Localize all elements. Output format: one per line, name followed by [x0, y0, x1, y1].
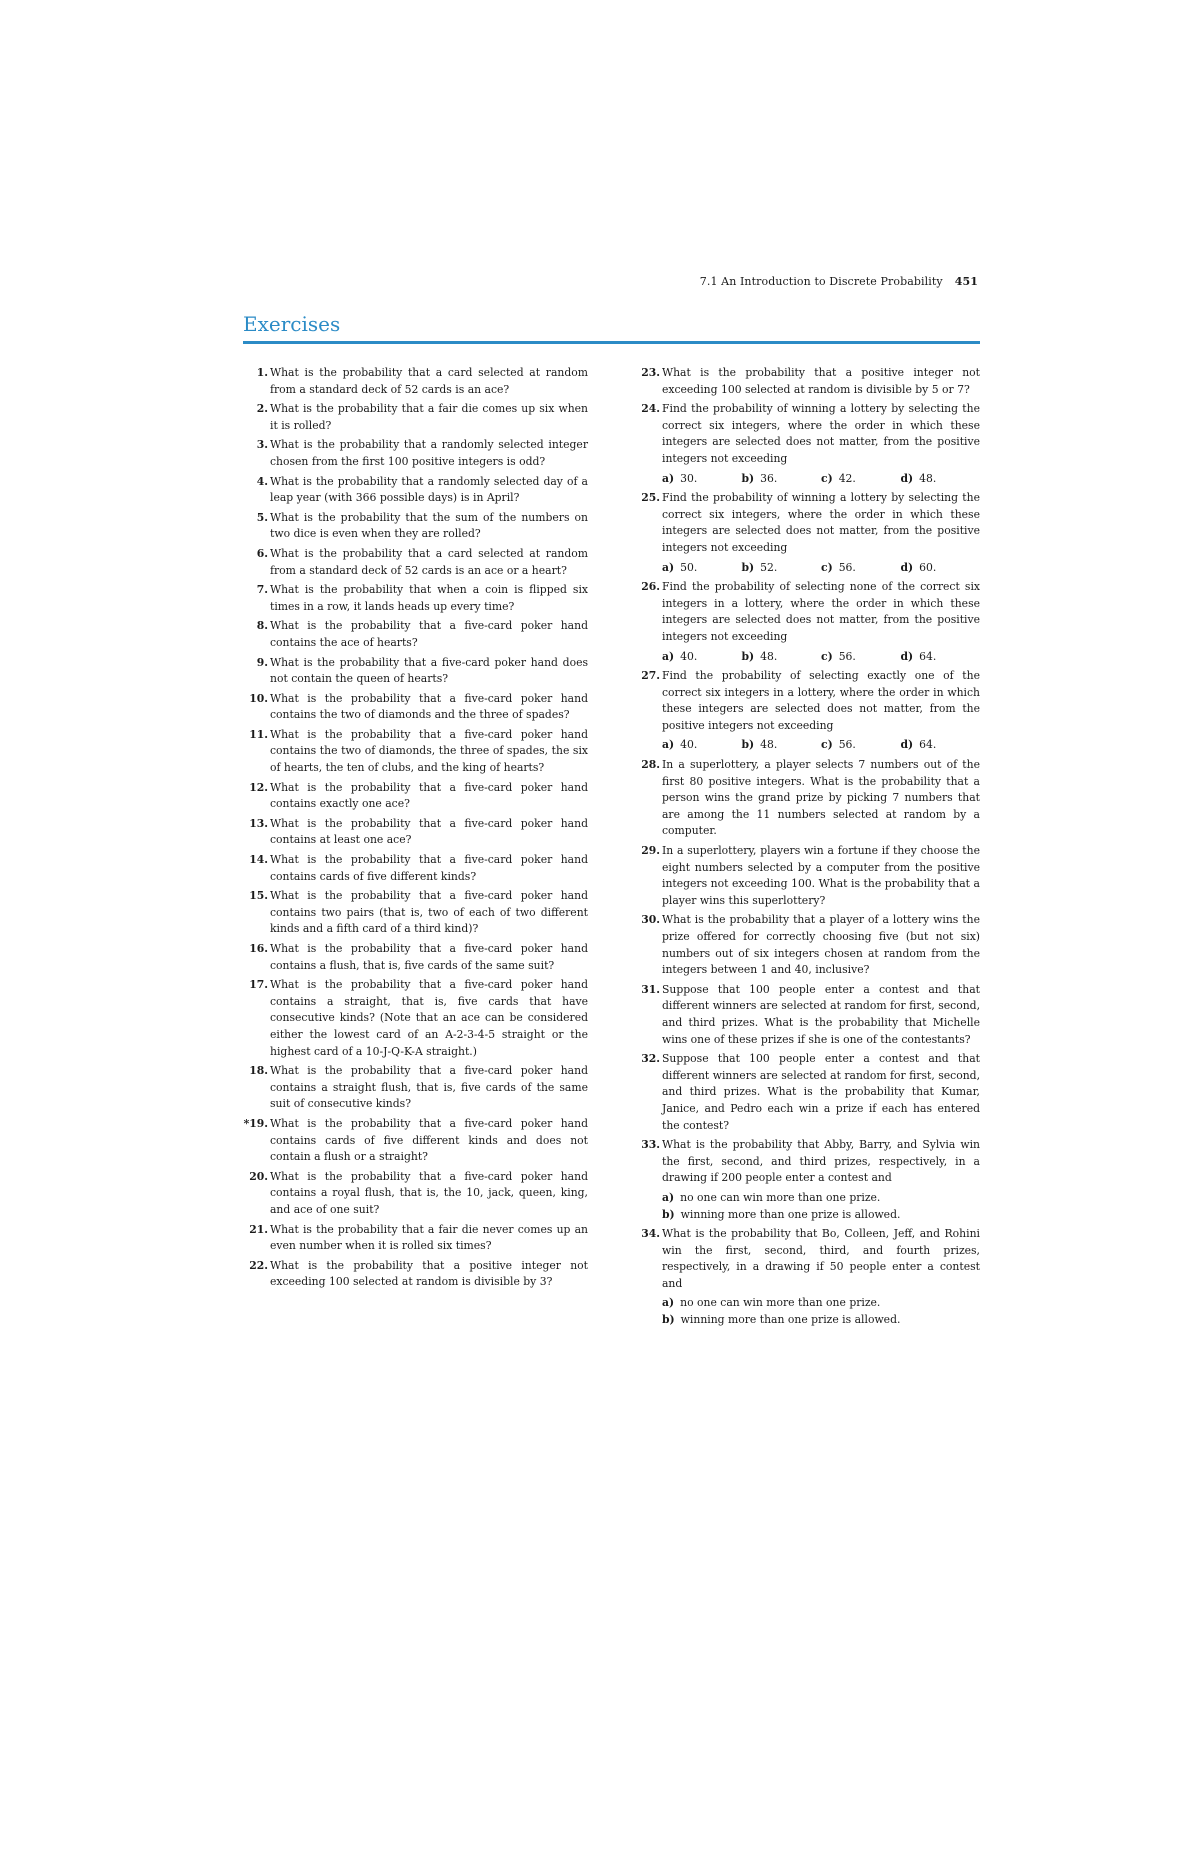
- option-value: 64.: [919, 649, 937, 663]
- option-value: 40.: [680, 738, 698, 752]
- exercise-number: 30.: [641, 913, 660, 927]
- exercise-text: What is the probability that a five-card poker hand contains cards of five different kinds?: [270, 853, 588, 883]
- exercise-item: [243, 582, 588, 615]
- exercise-column-left: [243, 365, 588, 1294]
- option-label: d): [900, 560, 914, 574]
- exercise-item: [635, 1226, 980, 1329]
- option-label: c): [821, 560, 833, 574]
- exercise-item: [243, 365, 588, 398]
- answer-options: [662, 649, 980, 666]
- exercise-number: 4.: [256, 474, 268, 488]
- exercise-text: What is the probability that a five-card poker hand contains a flush, that is, five cards of the same suit?: [270, 942, 588, 972]
- exercise-item: [243, 1063, 588, 1113]
- exercise-number: 8.: [256, 619, 268, 633]
- exercise-number: 28.: [641, 758, 660, 772]
- exercise-item: [243, 1222, 588, 1255]
- exercise-text: What is the probability that a five-card poker hand contains the ace of hearts?: [270, 619, 588, 649]
- exercise-item: [635, 401, 980, 487]
- exercise-item: [243, 1258, 588, 1291]
- exercise-number: 31.: [641, 982, 660, 996]
- exercise-number: 7.: [256, 583, 268, 597]
- option-value: 48.: [760, 649, 778, 663]
- exercise-number: 27.: [641, 669, 660, 683]
- option-label: a): [662, 649, 675, 663]
- exercise-text: What is the probability that a positive integer not exceeding 100 selected at random is divisible by 5 or 7?: [662, 366, 980, 396]
- exercise-number: 11.: [249, 727, 268, 741]
- answer-option: [742, 737, 822, 754]
- answer-option: [901, 471, 981, 488]
- exercise-text: What is the probability that a five-card poker hand contains a straight flush, that is, five cards of the same suit of consecutive kinds?: [270, 1064, 588, 1111]
- subpart-label: a): [662, 1190, 675, 1204]
- option-label: c): [821, 738, 833, 752]
- exercise-item: [243, 401, 588, 434]
- exercise-text: What is the probability that a randomly selected integer chosen from the first 100 positive integers is odd?: [270, 438, 588, 468]
- exercise-subpart: [662, 1190, 980, 1207]
- exercise-item: [243, 618, 588, 651]
- exercise-number: *19.: [243, 1116, 268, 1130]
- exercise-number: 20.: [249, 1169, 268, 1183]
- exercise-item: [635, 843, 980, 909]
- exercise-text: What is the probability that the sum of the numbers on two dice is even when they are rolled?: [270, 510, 588, 541]
- exercise-item: [243, 655, 588, 688]
- option-label: c): [821, 649, 833, 663]
- option-value: 42.: [838, 471, 856, 485]
- exercise-item: [635, 490, 980, 576]
- option-label: a): [662, 738, 675, 752]
- exercise-number: 33.: [641, 1138, 660, 1152]
- exercise-number: 16.: [249, 942, 268, 955]
- exercise-number: 18.: [249, 1064, 268, 1078]
- answer-option: [821, 737, 901, 754]
- exercise-item: [243, 474, 588, 507]
- exercise-number: 10.: [249, 691, 268, 705]
- exercise-number: 1.: [256, 366, 268, 379]
- exercise-text: What is the probability that a five-card poker hand contains the two of diamonds, the three of spades, the six of hearts, the ten of clubs, and the king of hearts?: [270, 727, 588, 775]
- exercise-item: [635, 1137, 980, 1223]
- exercise-item: [635, 757, 980, 840]
- exercise-subpart: [662, 1295, 980, 1312]
- answer-option: [901, 737, 981, 754]
- exercise-text: What is the probability that a card selected at random from a standard deck of 52 cards is an ace?: [270, 366, 588, 396]
- exercise-number: 2.: [256, 402, 268, 416]
- section-title: Exercises: [243, 312, 341, 336]
- exercise-number: 14.: [249, 853, 268, 867]
- answer-options: [662, 471, 980, 488]
- exercise-text: What is the probability that a five-card poker hand contains cards of five different kinds and does not contain a flush or a straight?: [270, 1116, 588, 1164]
- answer-option: [742, 649, 822, 666]
- exercise-number: 21.: [249, 1222, 268, 1236]
- answer-option: [662, 649, 742, 666]
- option-label: d): [900, 471, 914, 485]
- option-value: 52.: [760, 560, 778, 574]
- answer-option: [901, 649, 981, 666]
- exercise-text: What is the probability that a five-card poker hand contains a straight, that is, five cards that have consecutive kinds? (Note that an ace can be considered either the lowest card of an A-2-3-4-5 straight or the highest card of a 10-J-Q-K-A straight.): [270, 978, 588, 1058]
- exercise-text: What is the probability that a five-card poker hand contains a royal flush, that is, the 10, jack, queen, king, and ace of one suit?: [270, 1169, 588, 1216]
- exercise-item: [635, 982, 980, 1048]
- exercise-number: 6.: [256, 546, 268, 560]
- exercise-subpart: [662, 1312, 980, 1329]
- exercise-item: [635, 579, 980, 665]
- exercise-item: [243, 888, 588, 938]
- exercise-column-right: [635, 365, 980, 1332]
- option-value: 30.: [680, 471, 698, 485]
- option-label: d): [900, 738, 914, 752]
- exercise-item: [243, 510, 588, 543]
- page-number: 451: [954, 275, 978, 288]
- exercise-text: What is the probability that a fair die comes up six when it is rolled?: [270, 402, 588, 432]
- exercise-item: [635, 668, 980, 754]
- section-rule: [243, 341, 980, 344]
- answer-option: [821, 560, 901, 577]
- exercise-item: [243, 852, 588, 885]
- exercise-number: 17.: [249, 978, 268, 992]
- exercise-number: 24.: [641, 402, 660, 416]
- exercise-text: Find the probability of selecting none of the correct six integers in a lottery, where the order in which these integers are selected does not matter, from the positive integers not exceeding: [662, 580, 980, 643]
- subpart-label: a): [662, 1296, 675, 1310]
- answer-option: [821, 649, 901, 666]
- exercise-item: [243, 977, 588, 1060]
- option-value: 56.: [838, 649, 856, 663]
- exercise-text: What is the probability that a five-card poker hand contains the two of diamonds and the three of spades?: [270, 691, 588, 722]
- option-label: c): [821, 471, 833, 485]
- exercise-subpart: [662, 1207, 980, 1224]
- exercise-text: Suppose that 100 people enter a contest and that different winners are selected at random for first, second, and third prizes. What is the probability that Kumar, Janice, and Pedro each win a prize if each has entered the contest?: [662, 1052, 980, 1132]
- running-head: [700, 275, 978, 288]
- exercise-number: 12.: [249, 780, 268, 794]
- exercise-item: [635, 365, 980, 398]
- option-label: a): [662, 560, 675, 574]
- exercise-number: 13.: [249, 816, 268, 830]
- exercise-number: 22.: [249, 1258, 268, 1272]
- option-label: b): [741, 649, 755, 663]
- answer-option: [662, 737, 742, 754]
- exercise-text: Find the probability of selecting exactly one of the correct six integers in a lottery, where the order in which these integers are selected does not matter, from the positive integers not exceeding: [662, 669, 980, 732]
- exercise-item: [635, 1051, 980, 1134]
- exercise-text: What is the probability that a five-card poker hand contains two pairs (that is, two of each of two different kinds and a fifth card of a third kind)?: [270, 889, 588, 936]
- exercise-text: What is the probability that a randomly selected day of a leap year (with 366 possible days) is in April?: [270, 474, 588, 505]
- exercise-subparts: [662, 1295, 980, 1328]
- exercise-item: [243, 816, 588, 849]
- exercise-item: [243, 1169, 588, 1219]
- answer-option: [742, 471, 822, 488]
- exercise-text: Find the probability of winning a lottery by selecting the correct six integers, where the order in which these integers are selected does not matter, from the positive integers not exceeding: [662, 491, 980, 554]
- exercise-text: What is the probability that when a coin is flipped six times in a row, it lands heads up every time?: [270, 583, 588, 613]
- exercise-number: 23.: [641, 366, 660, 379]
- exercise-number: 3.: [256, 438, 268, 452]
- exercise-item: [635, 912, 980, 978]
- exercise-text: In a superlottery, players win a fortune if they choose the eight numbers selected by a computer from the positive integers not exceeding 100. What is the probability that a player wins this superlottery?: [662, 844, 980, 907]
- option-value: 48.: [760, 738, 778, 752]
- answer-options: [662, 737, 980, 754]
- answer-option: [901, 560, 981, 577]
- exercise-subparts: [662, 1190, 980, 1223]
- answer-option: [662, 471, 742, 488]
- subpart-label: b): [662, 1207, 675, 1221]
- exercise-text: What is the probability that a positive integer not exceeding 100 selected at random is divisible by 3?: [270, 1258, 588, 1289]
- exercise-number: 9.: [256, 655, 268, 669]
- answer-options: [662, 560, 980, 577]
- exercise-item: [243, 727, 588, 777]
- exercise-number: 25.: [641, 491, 660, 505]
- exercise-number: 15.: [249, 889, 268, 903]
- option-value: 56.: [838, 560, 856, 574]
- option-value: 60.: [919, 560, 937, 574]
- subpart-text: no one can win more than one prize.: [680, 1296, 881, 1310]
- option-label: a): [662, 471, 675, 485]
- exercise-text: What is the probability that a five-card poker hand does not contain the queen of hearts?: [270, 655, 588, 686]
- exercise-item: [243, 941, 588, 974]
- exercise-number: 34.: [641, 1227, 660, 1241]
- exercise-text: Suppose that 100 people enter a contest and that different winners are selected at random for first, second, and third prizes. What is the probability that Michelle wins one of these prizes if she is one of the contestants?: [662, 982, 980, 1046]
- exercise-text: What is the probability that a five-card poker hand contains at least one ace?: [270, 816, 588, 847]
- subpart-text: winning more than one prize is allowed.: [680, 1313, 901, 1327]
- exercise-text: What is the probability that a fair die never comes up an even number when it is rolled six times?: [270, 1222, 588, 1253]
- option-label: b): [741, 738, 755, 752]
- option-value: 48.: [919, 471, 937, 485]
- exercise-item: [243, 1116, 588, 1166]
- option-label: b): [741, 471, 755, 485]
- exercise-text: What is the probability that Bo, Colleen, Jeff, and Rohini win the first, second, third, and fourth prizes, respectively, in a drawing if 50 people enter a contest and: [662, 1227, 980, 1290]
- answer-option: [821, 471, 901, 488]
- option-value: 64.: [919, 738, 937, 752]
- exercise-item: [243, 780, 588, 813]
- running-head-title: 7.1 An Introduction to Discrete Probability: [699, 275, 943, 288]
- option-label: b): [741, 560, 755, 574]
- exercise-text: What is the probability that a five-card poker hand contains exactly one ace?: [270, 780, 588, 811]
- subpart-label: b): [662, 1313, 675, 1327]
- exercise-number: 5.: [256, 510, 268, 524]
- subpart-text: no one can win more than one prize.: [680, 1190, 881, 1204]
- option-value: 50.: [680, 560, 698, 574]
- exercise-text: Find the probability of winning a lottery by selecting the correct six integers, where the order in which these integers are selected does not matter, from the positive integers not exceeding: [662, 402, 980, 465]
- exercise-number: 29.: [641, 844, 660, 858]
- exercise-text: What is the probability that Abby, Barry, and Sylvia win the first, second, and third prizes, respectively, in a drawing if 200 people enter a contest and: [662, 1138, 980, 1185]
- exercise-text: What is the probability that a card selected at random from a standard deck of 52 cards is an ace or a heart?: [270, 546, 588, 577]
- answer-option: [662, 560, 742, 577]
- option-value: 36.: [760, 471, 778, 485]
- option-value: 56.: [838, 738, 856, 752]
- exercise-text: In a superlottery, a player selects 7 numbers out of the first 80 positive integers. What is the probability that a person wins the grand prize by picking 7 numbers that are among the 11 numbers selected at random by a computer.: [662, 758, 980, 838]
- subpart-text: winning more than one prize is allowed.: [680, 1207, 901, 1221]
- exercise-item: [243, 546, 588, 579]
- option-label: d): [900, 649, 914, 663]
- exercise-item: [243, 691, 588, 724]
- exercise-number: 26.: [641, 580, 660, 594]
- answer-option: [742, 560, 822, 577]
- exercise-number: 32.: [641, 1052, 660, 1066]
- option-value: 40.: [680, 649, 698, 663]
- exercise-text: What is the probability that a player of a lottery wins the prize offered for correctly choosing five (but not six) numbers out of six integers chosen at random from the integers between 1 and 40, inclusive?: [662, 913, 980, 977]
- exercise-item: [243, 437, 588, 470]
